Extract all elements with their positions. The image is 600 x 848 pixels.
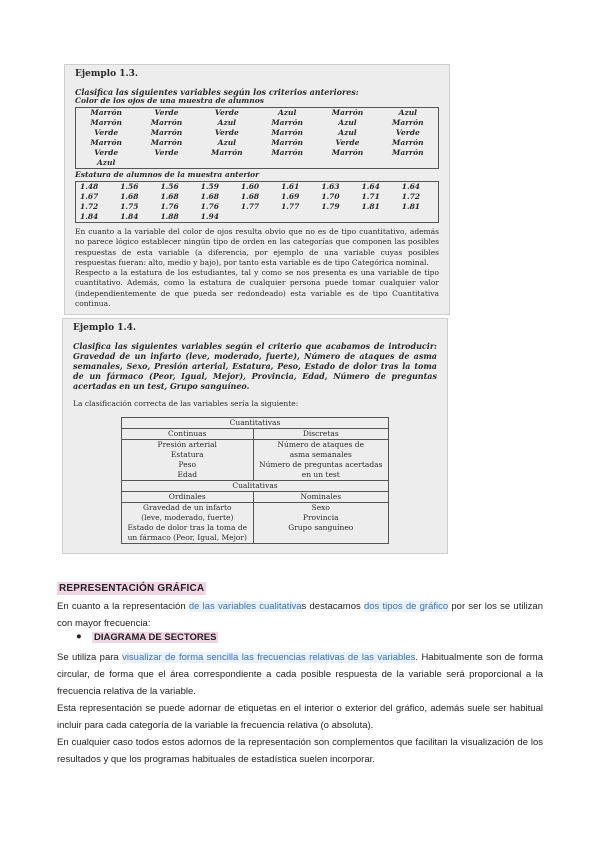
eye-color-cell: Marrón bbox=[392, 118, 424, 127]
cont-cell: Estatura bbox=[122, 450, 254, 460]
eye-color-cell: Azul bbox=[338, 128, 357, 137]
eye-color-cell: Azul bbox=[277, 108, 297, 117]
eye-color-cell: Azul bbox=[96, 158, 116, 167]
eye-color-cell bbox=[197, 158, 257, 168]
eye-color-cell: Marrón bbox=[271, 128, 303, 137]
eye-color-cell: Marrón bbox=[331, 108, 364, 117]
height-cell: 1.48 bbox=[80, 182, 99, 191]
example-1-4-title: Ejemplo 1.4. bbox=[73, 323, 137, 333]
height-cell: 1.75 bbox=[120, 202, 139, 211]
ord-cell: Estado de dolor tras la toma de bbox=[122, 523, 254, 533]
height-cell: 1.72 bbox=[80, 202, 99, 211]
disc-cell: asma semanales bbox=[253, 450, 388, 460]
eyes-row bbox=[76, 108, 438, 118]
p1-text-a: En cuanto a la representación bbox=[57, 601, 189, 612]
p1-highlight-1: de las variables cualitativa bbox=[188, 601, 302, 612]
eye-color-cell bbox=[257, 158, 317, 168]
paragraph-adornos: En cualquier caso todos estos adornos de la representación son complementos que facilitan la visualización de los resultados y que los programas habituales de estadística suelen incorporar. bbox=[57, 737, 543, 765]
height-cell: 1.56 bbox=[120, 182, 139, 191]
eye-color-cell bbox=[317, 158, 377, 168]
height-cell: 1.60 bbox=[240, 182, 260, 191]
height-cell: 1.63 bbox=[321, 182, 340, 191]
eye-color-cell: Marrón bbox=[271, 138, 303, 147]
ord-cell: (leve, moderado, fuerte) bbox=[122, 513, 254, 523]
discretas-header: Discretas bbox=[253, 429, 388, 440]
disc-cell: Número de preguntas acertadas bbox=[253, 460, 388, 470]
eyes-row bbox=[76, 148, 438, 158]
height-cell: 1.81 bbox=[361, 202, 380, 211]
eye-color-cell: Verde bbox=[94, 128, 119, 137]
height-cell: 1.68 bbox=[160, 192, 179, 201]
height-cell: 1.64 bbox=[401, 182, 421, 191]
heights-row bbox=[76, 182, 438, 192]
eyes-row bbox=[76, 158, 438, 168]
heights-table bbox=[75, 181, 439, 223]
eyes-heading: Color de los ojos de una muestra de alumnos bbox=[75, 96, 264, 105]
eyes-row bbox=[76, 118, 438, 128]
section-title: REPRESENTACIÓN GRÁFICA bbox=[59, 583, 205, 594]
eye-color-cell: Azul bbox=[338, 118, 357, 127]
height-cell: 1.72 bbox=[401, 192, 421, 201]
example-1-3-paragraph-1: En cuanto a la variable del color de ojos resulta obvio que no es de tipo cuantitativo, además no parece lógico establecer ningún tipo de orden en las categorías que componen las posibles respuestas de esta variable (a diferencia, por ejemplo de una variable cuyas posibles respuestas fueran: alto, medio y bajo), por tanto esta variable es de tipo Categórica nominal. bbox=[75, 227, 439, 267]
eye-color-cell: Marrón bbox=[150, 128, 183, 137]
height-cell bbox=[398, 212, 438, 222]
example-1-3-paragraph-2: Respecto a la estatura de los estudiantes, tal y como se nos presenta es una variable de tipo cuantitativo. Además, como la estatura de cualquier persona puede tomar cualquier valor (independientemente de que pueda ser redondeado) esta variable es de tipo Cuantitativa continua. bbox=[75, 268, 439, 309]
p1-text-c: por ser los se utilizan con mayor frecuencia: bbox=[57, 601, 544, 629]
eye-color-cell: Marrón bbox=[90, 138, 122, 147]
nom-cell: Sexo bbox=[253, 503, 388, 514]
height-cell: 1.76 bbox=[200, 202, 219, 211]
height-cell: 1.94 bbox=[200, 212, 219, 221]
p1-highlight-2: dos tipos de gráfico bbox=[363, 601, 449, 612]
eye-color-cell: Verde bbox=[395, 128, 420, 137]
ord-cell: Gravedad de un infarto bbox=[122, 503, 254, 514]
height-cell: 1.70 bbox=[321, 192, 340, 201]
example-1-3-box bbox=[64, 64, 450, 315]
ord-cell: un fármaco (Peor, Igual, Mejor) bbox=[122, 533, 254, 544]
paragraph-sectores bbox=[57, 649, 543, 700]
cuantitativas-header: Cuantitativas bbox=[122, 418, 389, 429]
disc-cell: Número de ataques de bbox=[253, 440, 388, 451]
disc-cell: en un test bbox=[253, 470, 388, 481]
example-1-4-box bbox=[62, 318, 448, 554]
continuas-header: Continuas bbox=[122, 429, 254, 440]
height-cell: 1.81 bbox=[401, 202, 421, 211]
height-cell: 1.68 bbox=[120, 192, 139, 201]
eye-color-cell bbox=[136, 158, 196, 168]
height-cell bbox=[277, 212, 317, 222]
cont-cell: Presión arterial bbox=[122, 440, 254, 451]
eye-color-cell: Verde bbox=[214, 128, 239, 137]
cualitativas-header: Cualitativas bbox=[122, 481, 389, 492]
eye-color-cell: Verde bbox=[94, 148, 119, 157]
eyes-row bbox=[76, 138, 438, 148]
eye-color-cell: Marrón bbox=[271, 148, 303, 157]
height-cell: 1.71 bbox=[361, 192, 380, 201]
nom-cell bbox=[253, 533, 388, 544]
height-cell: 1.61 bbox=[281, 182, 300, 191]
eye-color-cell: Marrón bbox=[150, 138, 183, 147]
height-cell: 1.84 bbox=[80, 212, 99, 221]
height-cell: 1.64 bbox=[361, 182, 380, 191]
ordinales-header: Ordinales bbox=[122, 492, 254, 503]
cont-cell: Peso bbox=[122, 460, 254, 470]
p1-text-b: s destacamos bbox=[301, 601, 364, 612]
heights-row bbox=[76, 212, 438, 222]
eye-color-cell: Verde bbox=[335, 138, 360, 147]
height-cell bbox=[237, 212, 277, 222]
height-cell: 1.69 bbox=[281, 192, 300, 201]
example-1-4-lead: La clasificación correcta de las variables sería la siguiente: bbox=[73, 399, 299, 408]
eyes-table bbox=[75, 107, 439, 169]
eye-color-cell: Azul bbox=[217, 138, 237, 147]
p2-text-b: . Habitualmente son de forma circular, de forma que el área correspondiente a cada posible respuesta de la variable será proporcional a la frecuencia relativa de la variable. bbox=[57, 652, 543, 697]
height-cell: 1.59 bbox=[200, 182, 219, 191]
heights-row bbox=[76, 192, 438, 202]
bullet-icon: ● bbox=[76, 631, 82, 642]
height-cell: 1.88 bbox=[160, 212, 179, 221]
example-1-4-intro: Clasifica las siguientes variables según el criterio que acabamos de introducir: Gravedad de un infarto (leve, moderado, fuerte), Número de ataques de asma semanales, Sexo, Presión arterial, Estatura, Peso, Estado de dolor tras la toma de un fármaco (Peor, Igual, Mejor), Provincia, Edad, Número de preguntas acertadas en un test, Grupo sanguíneo. bbox=[73, 341, 437, 391]
paragraph-etiquetas: Esta representación se puede adornar de etiquetas en el interior o exterior del gráfico, además suele ser habitual incluir para cada categoría de la variable la frecuencia relativa (o absoluta). bbox=[57, 703, 543, 731]
height-cell bbox=[317, 212, 357, 222]
p2-text-a: Se utiliza para bbox=[57, 652, 123, 663]
height-cell: 1.77 bbox=[240, 202, 260, 211]
nominales-header: Nominales bbox=[253, 492, 388, 503]
height-cell: 1.79 bbox=[321, 202, 340, 211]
eye-color-cell: Marrón bbox=[90, 108, 122, 117]
height-cell bbox=[358, 212, 398, 222]
height-cell: 1.68 bbox=[240, 192, 260, 201]
eye-color-cell: Verde bbox=[154, 108, 179, 117]
p2-highlight: visualizar de forma sencilla las frecuencias relativas de las variables bbox=[122, 652, 416, 663]
eye-color-cell: Marrón bbox=[271, 118, 303, 127]
eye-color-cell: Verde bbox=[154, 148, 179, 157]
eye-color-cell: Marrón bbox=[211, 148, 243, 157]
height-cell: 1.76 bbox=[160, 202, 179, 211]
height-cell: 1.77 bbox=[281, 202, 300, 211]
heights-row bbox=[76, 202, 438, 212]
nom-cell: Grupo sanguíneo bbox=[253, 523, 388, 533]
height-cell: 1.68 bbox=[200, 192, 219, 201]
eye-color-cell: Marrón bbox=[331, 148, 364, 157]
eye-color-cell: Azul bbox=[217, 118, 237, 127]
paragraph-intro bbox=[57, 598, 543, 632]
example-1-3-title: Ejemplo 1.3. bbox=[75, 69, 139, 79]
classification-table bbox=[121, 417, 389, 544]
eye-color-cell: Marrón bbox=[90, 118, 122, 127]
eye-color-cell: Marrón bbox=[392, 148, 424, 157]
eye-color-cell: Azul bbox=[398, 108, 418, 117]
height-cell: 1.67 bbox=[80, 192, 99, 201]
bullet-diagrama-sectores: DIAGRAMA DE SECTORES bbox=[94, 632, 217, 643]
eye-color-cell: Verde bbox=[214, 108, 239, 117]
eye-color-cell: Marrón bbox=[392, 138, 424, 147]
height-cell: 1.84 bbox=[120, 212, 139, 221]
cont-cell: Edad bbox=[122, 470, 254, 481]
eyes-row bbox=[76, 128, 438, 138]
eye-color-cell: Marrón bbox=[150, 118, 183, 127]
example-1-3-intro: Clasifica las siguientes variables según los criterios anteriores: bbox=[75, 87, 359, 97]
nom-cell: Provincia bbox=[253, 513, 388, 523]
heights-heading: Estatura de alumnos de la muestra anterior bbox=[75, 170, 260, 179]
height-cell: 1.56 bbox=[160, 182, 179, 191]
eye-color-cell bbox=[378, 158, 438, 168]
